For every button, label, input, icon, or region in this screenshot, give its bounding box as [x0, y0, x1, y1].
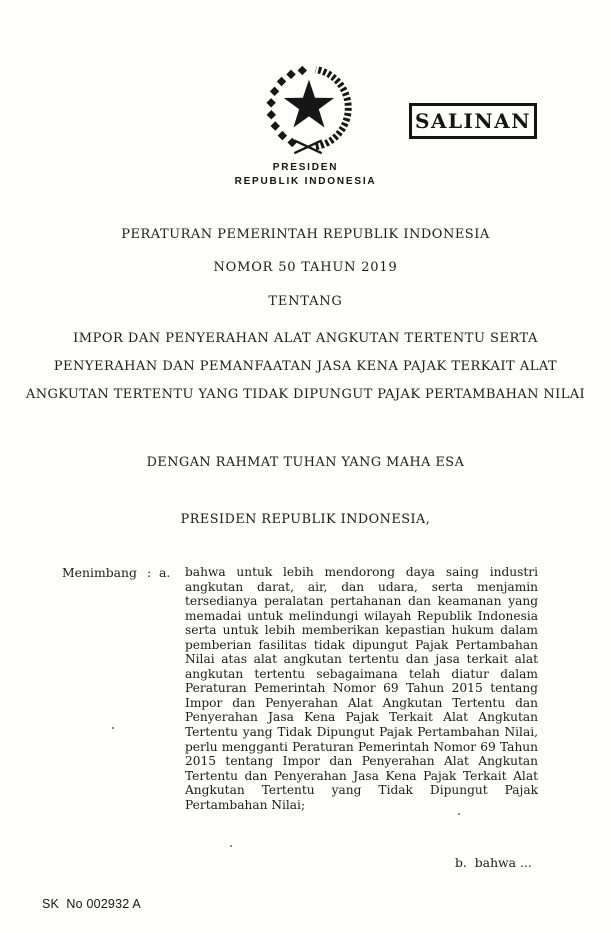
paragraph-line: Impor dan Penyerahan Alat Angkutan Tertentu dan [185, 695, 538, 710]
salinan-stamp [409, 103, 537, 139]
invocation-line: DENGAN RAHMAT TUHAN YANG MAHA ESA [146, 455, 465, 470]
paragraph-line: angkutan darat, air, dan udara, serta menjamin [185, 579, 538, 594]
paragraph-line: Peraturan Pemerintah Nomor 69 Tahun 2015 tentang [185, 681, 538, 696]
scan-speck [230, 845, 232, 847]
presidential-emblem [253, 63, 361, 161]
paragraph-line: Penyerahan Jasa Kena Pajak Terkait Alat Angkutan [185, 710, 538, 725]
paragraph-line: Nilai atas alat angkutan tertentu dan jasa terkait alat [185, 652, 538, 667]
paragraph-line: Pertambahan Nilai; [185, 797, 306, 812]
considering-colon: : [147, 565, 152, 580]
subject-line-1: IMPOR DAN PENYERAHAN ALAT ANGKUTAN TERTENTU SERTA [73, 331, 538, 346]
star-icon [284, 80, 334, 128]
about-label: TENTANG [268, 294, 343, 309]
paragraph-line: memadai untuk melindungi wilayah Republik Indonesia [185, 608, 538, 623]
rice-wreath-icon [316, 69, 348, 146]
letterhead-office: PRESIDEN [272, 162, 339, 173]
paragraph-line: serta untuk lebih memberikan kepastian hukum dalam [185, 623, 538, 638]
scan-speck [458, 813, 460, 815]
paragraph-line: bahwa untuk lebih mendorong daya saing industri [185, 565, 538, 579]
sk-number: SK No 002932 A [42, 897, 141, 911]
catchword: b. bahwa ... [455, 855, 532, 870]
item-a-marker: a. [159, 565, 171, 580]
letterhead [0, 161, 611, 188]
item-a-text [185, 565, 538, 812]
subject-line-2: PENYERAHAN DAN PEMANFAATAN JASA KENA PAJAK TERKAIT ALAT [53, 359, 558, 374]
regulation-number: NOMOR 50 TAHUN 2019 [213, 260, 398, 275]
letterhead-country: REPUBLIK INDONESIA [234, 175, 377, 187]
paragraph-line: tersedianya peralatan pertahanan dan keamanan yang [185, 594, 538, 609]
regulation-title: PERATURAN PEMERINTAH REPUBLIK INDONESIA [121, 227, 490, 242]
paragraph-line: Tertentu dan Penyerahan Jasa Kena Pajak Terkait Alat [185, 768, 538, 783]
paragraph-line: Tertentu yang Tidak Dipungut Pajak Pertambahan Nilai, [185, 725, 538, 740]
paragraph-line: angkutan tertentu sebagaimana telah diatur dalam [185, 666, 538, 681]
paragraph-line: perlu mengganti Peraturan Pemerintah Nomor 69 Tahun [185, 739, 538, 754]
salinan-stamp-label: SALINAN [415, 109, 531, 133]
subject-line-3: ANGKUTAN TERTENTU YANG TIDAK DIPUNGUT PAJAK PERTAMBAHAN NILAI [25, 387, 586, 402]
considering-label: Menimbang [62, 565, 137, 580]
paragraph-line: 2015 tentang Impor dan Penyerahan Alat Angkutan [185, 754, 538, 769]
paragraph-line: pemberian fasilitas tidak dipungut Pajak Pertambahan [185, 637, 538, 652]
paragraph-line: Angkutan Tertentu yang Tidak Dipungut Pajak [185, 783, 538, 798]
authority-line: PRESIDEN REPUBLIK INDONESIA, [180, 512, 431, 527]
scan-speck [112, 727, 114, 729]
